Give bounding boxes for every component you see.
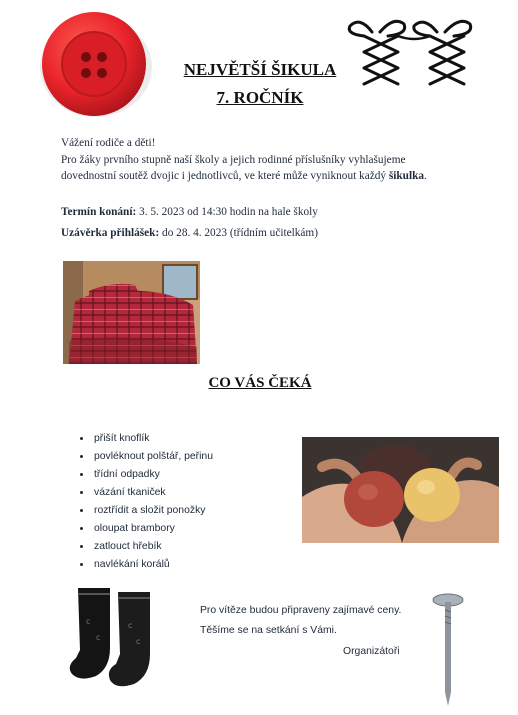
intro-line-1: Pro žáky prvního stupně naší školy a jejich rodinné příslušníky vyhlašujeme	[61, 154, 406, 166]
svg-text:c: c	[86, 617, 91, 626]
list-item: • třídní odpadky	[92, 466, 213, 484]
list-item: • roztřídit a složit ponožky	[92, 502, 213, 520]
deadline-value: do 28. 4. 2023 (třídním učitelkám)	[159, 227, 318, 239]
deadline-label: Uzávěrka přihlášek:	[61, 227, 160, 239]
intro-line-2: dovednostní soutěž dvojic i jednotlivců, ve které může vyniknout každý šikulka.	[61, 170, 427, 182]
list-item: • oloupat brambory	[92, 520, 213, 538]
greeting-text: Vážení rodiče a děti!	[61, 137, 156, 149]
section-heading: CO VÁS ČEKÁ	[208, 375, 312, 391]
sikulka-word: šikulka	[388, 170, 425, 182]
closing-line-2: Těšíme se na setkání s Vámi.	[200, 625, 337, 636]
svg-text:c: c	[136, 637, 141, 646]
task-list	[64, 430, 213, 574]
svg-text:c: c	[96, 633, 101, 642]
red-button-image	[34, 9, 154, 119]
potatoes-image	[302, 437, 499, 543]
list-item: • navlékání korálů	[92, 556, 213, 574]
svg-text:c: c	[128, 621, 133, 630]
closing-line-1: Pro vítěze budou připraveny zajímavé ceny.	[200, 605, 402, 616]
event-date-label: Termín konání:	[61, 206, 137, 218]
registration-deadline	[61, 225, 318, 241]
list-item: • vázání tkaniček	[92, 484, 213, 502]
signature: Organizátoři	[343, 646, 400, 657]
event-date-value: 3. 5. 2023 od 14:30 hodin na hale školy	[136, 206, 318, 218]
bedding-image	[63, 261, 200, 364]
intro-paragraph	[61, 152, 471, 184]
nail-image	[428, 590, 468, 710]
list-item: • povléknout polštář, peřinu	[92, 448, 213, 466]
list-item: • přišít knoflík	[92, 430, 213, 448]
event-date	[61, 204, 318, 220]
page-subtitle: 7. ROČNÍK	[216, 88, 304, 107]
socks-image	[66, 584, 176, 694]
page-title: NEJVĚTŠÍ ŠIKULA	[183, 60, 337, 79]
shoelace-image	[342, 12, 482, 102]
list-item: • zatlouct hřebík	[92, 538, 213, 556]
